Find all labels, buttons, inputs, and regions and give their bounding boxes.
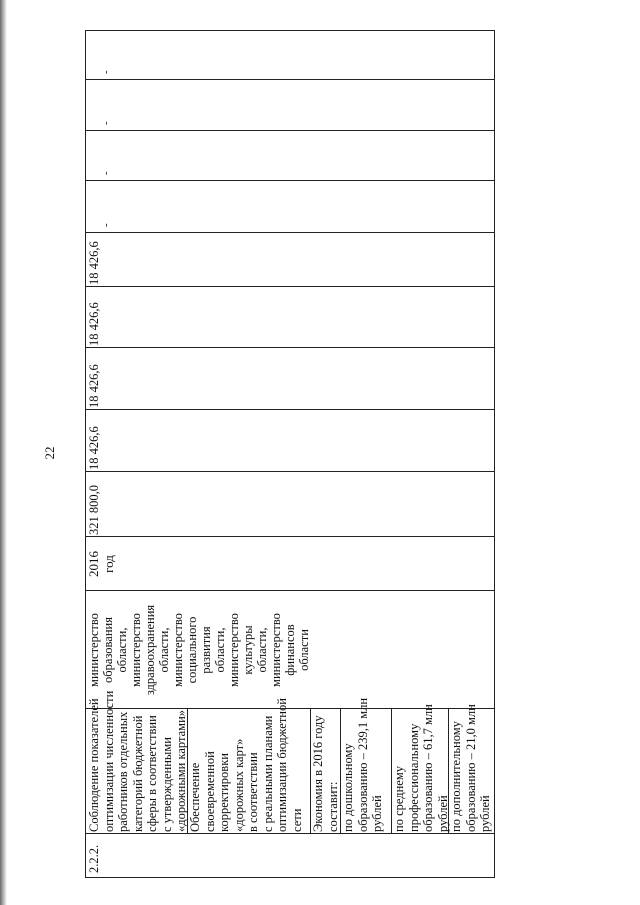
- responsible-line: здравоохранения: [143, 604, 157, 696]
- value-year: 18 426,6: [87, 302, 101, 346]
- savings-title-line: Экономия в 2016 году: [311, 715, 325, 832]
- column-divider: [86, 232, 494, 233]
- indicator-line: оптимизации численности: [101, 690, 116, 832]
- savings-item-vocational: [391, 704, 450, 834]
- measures-line: с реальными планами: [260, 715, 275, 832]
- deadline-cell: [86, 537, 126, 591]
- indicator-line: с утвержденными: [159, 737, 174, 832]
- column-divider: [86, 471, 494, 472]
- responsible-line: социального: [185, 616, 199, 684]
- measures-line: Обеспечение: [188, 762, 202, 832]
- responsible-line: министерство: [87, 613, 101, 687]
- page-number: 22: [42, 446, 57, 460]
- savings-line: по дополнительному: [449, 721, 463, 832]
- responsible-line: министерство: [129, 613, 143, 687]
- savings-line: образованию – 239,1 млн: [355, 697, 370, 832]
- savings-line: профессиональному: [406, 723, 421, 832]
- measures-line: сети: [289, 808, 304, 832]
- responsible-line: министерство: [227, 613, 241, 687]
- column-divider: [86, 180, 494, 181]
- row-number: 2.2.2.: [87, 844, 101, 873]
- empty-mark: -: [100, 171, 112, 175]
- deadline-year: 2016: [86, 551, 101, 577]
- column-divider: [86, 347, 494, 348]
- indicator-line: Соблюдение показателей: [87, 698, 101, 832]
- savings-line: образованию – 61,7 млн: [421, 704, 435, 832]
- indicator-cell: [86, 690, 188, 834]
- indicator-line: работников отдельных: [116, 711, 130, 832]
- column-divider: [86, 536, 494, 537]
- deadline-unit: год: [100, 555, 116, 573]
- measures-line: корректировки: [217, 753, 231, 832]
- savings-line: рублей: [435, 795, 450, 832]
- responsible-line: финансов: [283, 624, 297, 676]
- responsible-line: министерство: [269, 613, 283, 687]
- savings-line: по среднему: [392, 765, 406, 832]
- responsible-line: области,: [213, 627, 227, 673]
- value-year: 18 426,6: [87, 364, 101, 408]
- responsible-line: области,: [255, 627, 269, 673]
- measures-line: своевременной: [202, 751, 217, 832]
- scan-edge: [0, 0, 7, 905]
- measures-cell: [187, 698, 310, 834]
- measures-line: в соответствии: [246, 752, 260, 832]
- empty-mark: -: [100, 121, 112, 125]
- savings-title-line: составит:: [325, 781, 340, 832]
- responsible-line: министерство: [171, 613, 185, 687]
- savings-line: рублей: [478, 795, 492, 832]
- budget-table: [85, 30, 495, 878]
- empty-mark: -: [100, 70, 112, 74]
- column-divider: [86, 409, 494, 410]
- column-divider: [86, 79, 494, 80]
- savings-line: по дошкольному: [341, 743, 355, 832]
- indicator-line: категорий бюджетной: [130, 715, 145, 832]
- responsible-line: области,: [157, 627, 171, 673]
- responsible-line: развития: [199, 626, 213, 674]
- indicator-line: «дорожными картами»: [174, 709, 188, 832]
- empty-mark: -: [100, 223, 112, 227]
- savings-title-cell: [310, 709, 340, 834]
- measures-line: оптимизации бюджетной: [275, 698, 289, 832]
- responsible-cell: [86, 591, 494, 709]
- savings-item-preschool: [340, 697, 391, 834]
- responsible-line: области,: [115, 627, 129, 673]
- column-divider: [86, 286, 494, 287]
- value-total: 321 800,0: [87, 485, 101, 535]
- savings-line: образованию – 21,0 млн: [463, 704, 478, 832]
- savings-item-additional: [448, 704, 494, 834]
- savings-line: рублей: [370, 795, 384, 832]
- budget-table-sheet: [85, 30, 495, 878]
- indicator-line: сферы в соответствии: [145, 715, 159, 832]
- value-year: 18 426,6: [87, 426, 101, 470]
- responsible-line: образования: [101, 617, 115, 683]
- responsible-line: культуры: [241, 625, 255, 675]
- measures-line: «дорожных карт»: [231, 738, 246, 832]
- responsible-line: области: [297, 629, 311, 671]
- column-divider: [86, 130, 494, 131]
- value-year: 18 426,6: [87, 241, 101, 285]
